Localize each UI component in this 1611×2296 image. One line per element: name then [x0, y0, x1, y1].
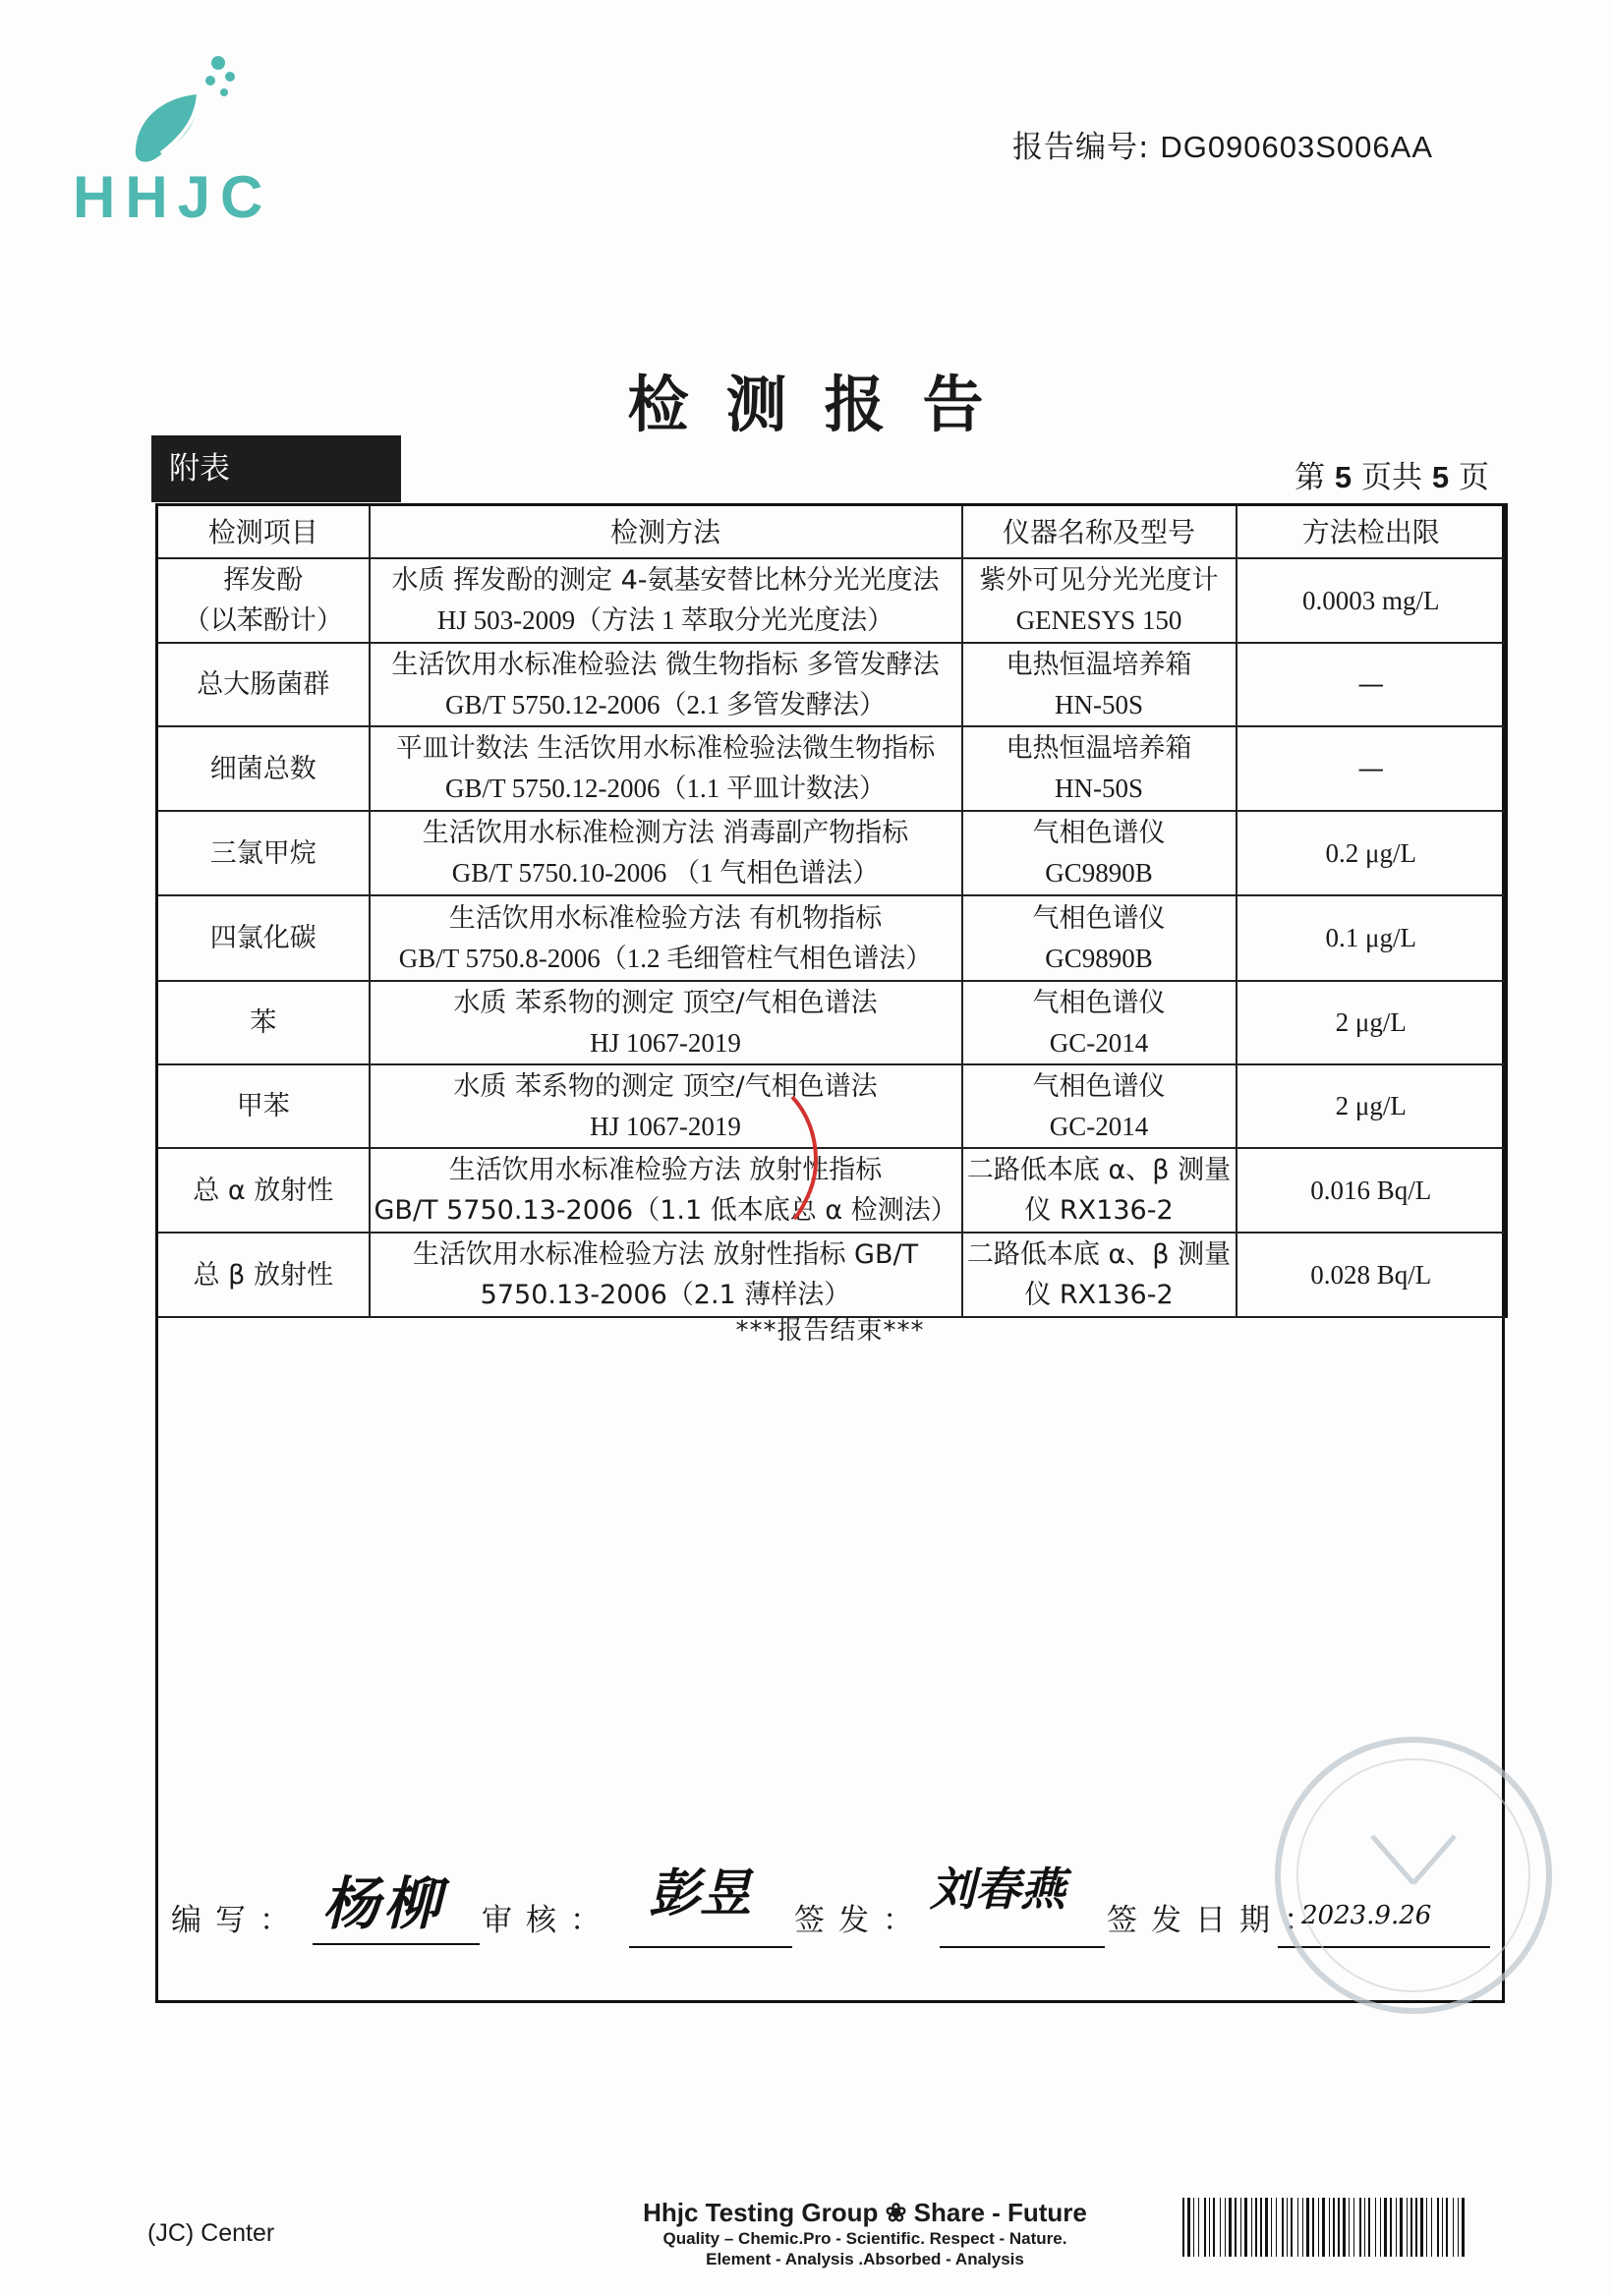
page-suffix: 页	[1459, 460, 1489, 495]
reviewer-sign-line	[629, 1946, 792, 1948]
cell-instrument	[962, 1148, 1237, 1233]
cell-method	[370, 1233, 962, 1317]
writer-label: 编写：	[171, 1903, 304, 1938]
writer-signature: 杨柳	[322, 1870, 445, 1937]
instrument-line: HN-50S	[1054, 689, 1143, 719]
end-of-report-note: ***报告结束***	[735, 1316, 925, 1346]
cell-limit: 0.016 Bq/L	[1237, 1148, 1507, 1233]
table-row	[157, 981, 1507, 1064]
cell-item: 苯	[157, 981, 370, 1064]
cell-instrument	[962, 1233, 1237, 1317]
page-total: 5	[1431, 460, 1450, 494]
item-line: 挥发酚	[223, 565, 304, 596]
cell-instrument	[962, 1064, 1237, 1148]
reviewer-signature: 彭昱	[649, 1864, 752, 1923]
cell-item: 三氯甲烷	[157, 811, 370, 895]
table-row	[157, 643, 1507, 726]
cell-method	[370, 643, 962, 726]
footer-tagline-2: Element - Analysis .Absorbed - Analysis	[706, 2250, 1024, 2268]
table-row	[157, 1233, 1507, 1317]
page-current: 5	[1334, 460, 1352, 494]
official-seal-icon	[1266, 1718, 1561, 2033]
instrument-line: HN-50S	[1054, 774, 1143, 803]
cell-item: 细菌总数	[157, 726, 370, 811]
appendix-label: 附表	[151, 435, 401, 502]
cell-instrument	[962, 981, 1237, 1064]
method-line: 生活饮用水标准检验方法 放射性指标	[448, 1155, 883, 1185]
method-line: 生活饮用水标准检验方法 放射性指标 GB/T	[412, 1239, 919, 1270]
instrument-line: GC-2014	[1049, 1027, 1149, 1058]
method-line: 生活饮用水标准检验方法 有机物指标	[448, 902, 883, 934]
instrument-line: GC-2014	[1049, 1111, 1149, 1141]
table-row	[157, 726, 1507, 811]
cell-limit: —	[1237, 726, 1507, 811]
method-line: 生活饮用水标准检测方法 消毒副产物指标	[422, 818, 909, 848]
writer-sign-line	[313, 1943, 480, 1945]
cell-limit: 0.1 μg/L	[1237, 895, 1507, 981]
instrument-line: GC9890B	[1045, 858, 1153, 888]
method-line: 水质 挥发酚的测定 4-氨基安替比林分光光度法	[391, 565, 940, 596]
method-line: 平皿计数法 生活饮用水标准检验法微生物指标	[395, 733, 936, 764]
cell-instrument	[962, 558, 1237, 643]
method-line: GB/T 5750.12-2006（2.1 多管发酵法）	[444, 689, 886, 719]
instrument-line: 仪 RX136-2	[1024, 1195, 1174, 1226]
footer-brand	[629, 2198, 1101, 2269]
cell-method	[370, 1148, 962, 1233]
report-number-label: 报告编号:	[1012, 130, 1150, 165]
footer-brand-line: Hhjc Testing Group ❀ Share - Future	[643, 2198, 1087, 2227]
method-line: HJ 1067-2019	[590, 1111, 741, 1141]
instrument-line: 电热恒温培养箱	[1006, 733, 1192, 764]
cell-method	[370, 558, 962, 643]
footer-left-text: (JC) Center	[147, 2219, 275, 2247]
cell-method	[370, 895, 962, 981]
reviewer-label: 审核：	[482, 1903, 614, 1938]
cell-limit: 2 μg/L	[1237, 1064, 1507, 1148]
method-line: 生活饮用水标准检验法 微生物指标 多管发酵法	[391, 649, 940, 680]
table-row	[157, 895, 1507, 981]
cell-instrument	[962, 643, 1237, 726]
item-line: （以苯酚计）	[183, 605, 343, 636]
method-line: 5750.13-2006（2.1 薄样法）	[480, 1280, 851, 1310]
issue-date-label: 签发日期：	[1107, 1903, 1328, 1938]
page-indicator	[1295, 452, 1489, 496]
instrument-line: 气相色谱仪	[1032, 1070, 1166, 1102]
instrument-line: 电热恒温培养箱	[1006, 649, 1192, 680]
cell-limit: 0.0003 mg/L	[1237, 558, 1507, 643]
method-line: 水质 苯系物的测定 顶空/气相色谱法	[453, 1070, 878, 1102]
cell-limit: —	[1237, 643, 1507, 726]
cell-item	[157, 558, 370, 643]
cell-item: 甲苯	[157, 1064, 370, 1148]
header-item: 检测项目	[157, 505, 370, 559]
page-middle: 页共	[1361, 460, 1423, 495]
instrument-line: 二路低本底 α、β 测量	[966, 1239, 1232, 1270]
cell-item: 四氯化碳	[157, 895, 370, 981]
instrument-line: 仪 RX136-2	[1024, 1280, 1174, 1310]
cell-limit: 2 μg/L	[1237, 981, 1507, 1064]
cell-instrument	[962, 726, 1237, 811]
issuer-signature: 刘春燕	[930, 1863, 1065, 1916]
barcode-icon	[1182, 2198, 1467, 2257]
method-line: HJ 1067-2019	[590, 1027, 741, 1058]
instrument-line: 气相色谱仪	[1032, 987, 1166, 1018]
results-table	[155, 503, 1508, 1318]
table-header-row	[157, 505, 1507, 559]
cell-method	[370, 726, 962, 811]
header-limit: 方法检出限	[1237, 505, 1507, 559]
document-title: 检测报告	[627, 369, 1021, 440]
report-number	[1012, 122, 1433, 166]
instrument-line: GENESYS 150	[1015, 605, 1182, 635]
company-logo-icon	[128, 47, 246, 175]
cell-item: 总 α 放射性	[157, 1148, 370, 1233]
cell-item: 总大肠菌群	[157, 643, 370, 726]
instrument-line: 气相色谱仪	[1032, 902, 1166, 934]
method-line: GB/T 5750.10-2006 （1 气相色谱法）	[451, 858, 880, 888]
cell-method	[370, 981, 962, 1064]
cell-limit: 0.2 μg/L	[1237, 811, 1507, 895]
method-line: HJ 503-2009（方法 1 萃取分光光度法）	[436, 605, 894, 635]
page-prefix: 第	[1295, 460, 1326, 495]
cell-method	[370, 1064, 962, 1148]
issuer-label: 签发：	[794, 1903, 927, 1938]
logo-text: HHJC	[73, 164, 273, 230]
ink-mark	[782, 1093, 832, 1223]
instrument-line: 气相色谱仪	[1032, 818, 1166, 848]
instrument-line: GC9890B	[1045, 943, 1153, 973]
table-row	[157, 1064, 1507, 1148]
method-line: GB/T 5750.8-2006（1.2 毛细管柱气相色谱法）	[398, 943, 933, 973]
cell-limit: 0.028 Bq/L	[1237, 1233, 1507, 1317]
method-line: GB/T 5750.12-2006（1.1 平皿计数法）	[444, 774, 886, 803]
cell-item: 总 β 放射性	[157, 1233, 370, 1317]
report-number-value: DG090603S006AA	[1160, 130, 1434, 164]
table-row	[157, 1148, 1507, 1233]
footer-tagline-1: Quality – Chemic.Pro - Scientific. Respect - Nature.	[662, 2229, 1067, 2248]
table-row	[157, 558, 1507, 643]
instrument-line: 二路低本底 α、β 测量	[966, 1155, 1232, 1185]
header-instrument: 仪器名称及型号	[962, 505, 1237, 559]
method-line: 水质 苯系物的测定 顶空/气相色谱法	[453, 987, 878, 1018]
cell-method	[370, 811, 962, 895]
header-method: 检测方法	[370, 505, 962, 559]
method-line: GB/T 5750.13-2006（1.1 低本底总 α 检测法）	[374, 1195, 957, 1226]
cell-instrument	[962, 895, 1237, 981]
issue-date-value: 2023.9.26	[1301, 1901, 1432, 1930]
issuer-sign-line	[940, 1946, 1105, 1948]
table-row	[157, 811, 1507, 895]
instrument-line: 紫外可见分光光度计	[979, 565, 1219, 596]
cell-instrument	[962, 811, 1237, 895]
